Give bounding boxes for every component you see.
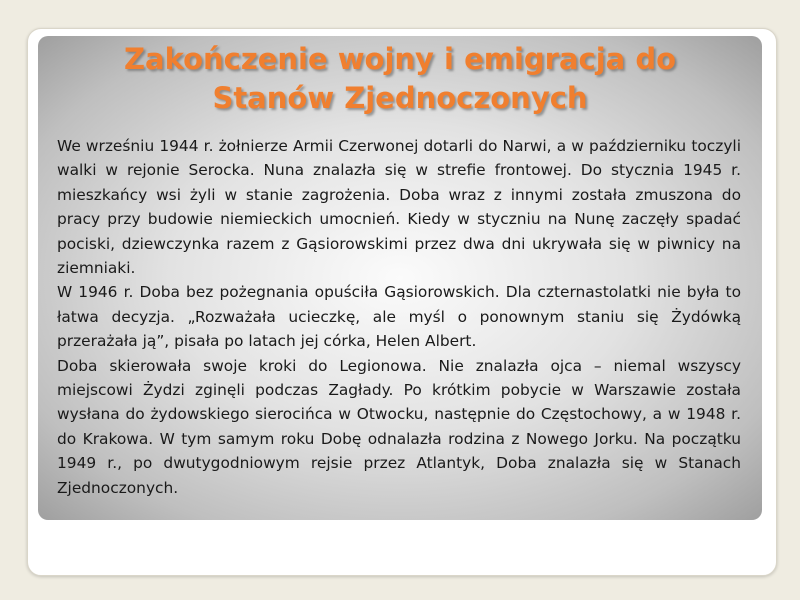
body-paragraph-1: We wrześniu 1944 r. żołnierze Armii Czerwonej dotarli do Narwi, a w październiku toczyli walki w rejonie Serocka. Nuna znalazła się w strefie frontowej. Do stycznia 1945 r. mieszkańcy wsi żyli w stanie zagrożenia. Doba wraz z innymi została zmuszona do pracy przy budowie niemieckich umocnień. Kiedy w styczniu na Nunę zaczęły spadać pociski, dziewczynka razem z Gąsiorowskimi przez dwa dni ukrywała się w piwnicy na ziemniaki.	[57, 137, 741, 278]
body-paragraph-3: Doba skierowała swoje kroki do Legionowa. Nie znalazła ojca – niemal wszyscy miejscowi Żydzi zginęli podczas Zagłady. Po krótkim pobycie w Warszawie została wysłana do żydowskiego sierocińca w Otwocku, następnie do Częstochowy, a w 1948 r. do Krakowa. W tym samym roku Dobę odnalazła rodzina z Nowego Jorku. Na początku 1949 r., po dwutygodniowym rejsie przez Atlantyk, Doba znalazła się w Stanach Zjednoczonych.	[57, 356, 741, 497]
slide-title-line-1: Zakończenie wojny i emigracja do	[123, 42, 677, 76]
slide-title-line-2: Stanów Zjednoczonych	[212, 81, 588, 115]
slide-title	[38, 40, 762, 118]
body-paragraph-2: W 1946 r. Doba bez pożegnania opuściła Gąsiorowskich. Dla czternastolatki nie była to łatwa decyzja. „Rozważała ucieczkę, ale myśl o ponownym staniu się Żydówką przerażała ją”, pisała po latach jej córka, Helen Albert.	[57, 283, 741, 351]
slide-body	[57, 134, 741, 500]
